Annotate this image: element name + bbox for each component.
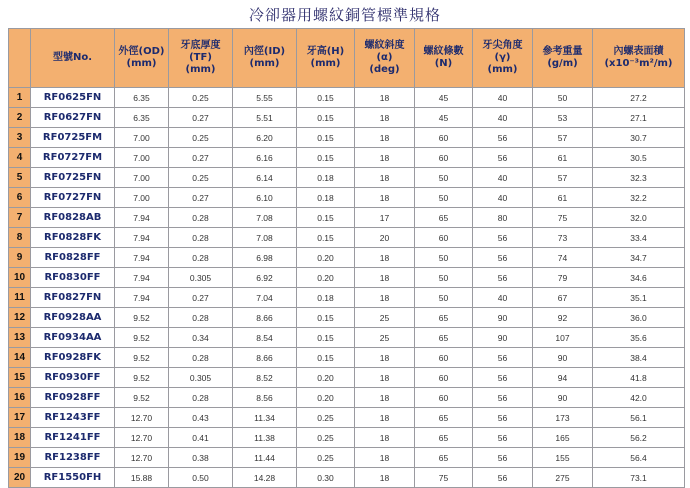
- table-cell: 0.305: [169, 268, 233, 288]
- table-cell: 18: [355, 368, 415, 388]
- table-cell: 14.28: [233, 468, 297, 488]
- table-row: [9, 368, 685, 388]
- table-cell: 9.52: [115, 348, 169, 368]
- table-cell: 6.92: [233, 268, 297, 288]
- column-header: 外徑(OD) (mm): [115, 29, 169, 88]
- table-cell: 0.28: [169, 308, 233, 328]
- table-row: [9, 328, 685, 348]
- row-number: 1: [9, 88, 31, 108]
- table-cell: 74: [533, 248, 593, 268]
- table-cell: 0.15: [297, 328, 355, 348]
- column-header: 型號No.: [31, 29, 115, 88]
- table-cell: 50: [415, 288, 473, 308]
- table-cell: 32.0: [593, 208, 685, 228]
- table-cell: 15.88: [115, 468, 169, 488]
- table-cell: 56: [473, 408, 533, 428]
- row-number: 12: [9, 308, 31, 328]
- table-cell: 12.70: [115, 448, 169, 468]
- table-cell: 32.3: [593, 168, 685, 188]
- table-row: [9, 308, 685, 328]
- model-number: RF0928FF: [31, 388, 115, 408]
- row-number: 15: [9, 368, 31, 388]
- model-number: RF0830FF: [31, 268, 115, 288]
- table-cell: 18: [355, 148, 415, 168]
- row-number: 2: [9, 108, 31, 128]
- table-cell: 18: [355, 88, 415, 108]
- model-number: RF1550FH: [31, 468, 115, 488]
- table-cell: 7.08: [233, 228, 297, 248]
- table-cell: 34.7: [593, 248, 685, 268]
- row-number: 19: [9, 448, 31, 468]
- row-number: 4: [9, 148, 31, 168]
- table-cell: 65: [415, 428, 473, 448]
- table-row: [9, 228, 685, 248]
- model-number: RF0828FF: [31, 248, 115, 268]
- table-cell: 65: [415, 208, 473, 228]
- table-cell: 40: [473, 188, 533, 208]
- table-cell: 35.6: [593, 328, 685, 348]
- table-cell: 9.52: [115, 388, 169, 408]
- table-cell: 79: [533, 268, 593, 288]
- table-cell: 60: [415, 228, 473, 248]
- table-cell: 56.1: [593, 408, 685, 428]
- table-cell: 9.52: [115, 308, 169, 328]
- table-cell: 50: [415, 168, 473, 188]
- table-row: [9, 88, 685, 108]
- table-cell: 60: [415, 128, 473, 148]
- page-title: 冷卻器用螺紋銅管標準規格: [248, 6, 441, 24]
- table-cell: 0.15: [297, 308, 355, 328]
- column-header: 內螺表面積 (x10⁻³m²/m): [593, 29, 685, 88]
- table-cell: 0.25: [169, 128, 233, 148]
- table-cell: 0.27: [169, 108, 233, 128]
- table-cell: 6.20: [233, 128, 297, 148]
- table-cell: 61: [533, 188, 593, 208]
- table-cell: 9.52: [115, 328, 169, 348]
- row-number: 6: [9, 188, 31, 208]
- table-cell: 7.04: [233, 288, 297, 308]
- model-number: RF0627FN: [31, 108, 115, 128]
- table-cell: 0.27: [169, 148, 233, 168]
- table-row: [9, 188, 685, 208]
- table-cell: 18: [355, 428, 415, 448]
- table-cell: 0.25: [169, 168, 233, 188]
- table-cell: 56: [473, 448, 533, 468]
- row-number: 14: [9, 348, 31, 368]
- row-number: 17: [9, 408, 31, 428]
- table-cell: 0.305: [169, 368, 233, 388]
- table-cell: 18: [355, 128, 415, 148]
- table-cell: 0.20: [297, 268, 355, 288]
- table-cell: 40: [473, 88, 533, 108]
- table-cell: 20: [355, 228, 415, 248]
- table-cell: 40: [473, 108, 533, 128]
- table-cell: 0.43: [169, 408, 233, 428]
- table-cell: 45: [415, 108, 473, 128]
- table-cell: 18: [355, 408, 415, 428]
- table-cell: 0.50: [169, 468, 233, 488]
- table-cell: 75: [533, 208, 593, 228]
- table-cell: 18: [355, 468, 415, 488]
- table-row: [9, 128, 685, 148]
- table-cell: 27.2: [593, 88, 685, 108]
- table-cell: 67: [533, 288, 593, 308]
- table-cell: 27.1: [593, 108, 685, 128]
- table-cell: 8.66: [233, 308, 297, 328]
- table-cell: 5.51: [233, 108, 297, 128]
- table-row: [9, 208, 685, 228]
- table-cell: 0.18: [297, 188, 355, 208]
- table-cell: 6.14: [233, 168, 297, 188]
- row-number: 16: [9, 388, 31, 408]
- table-row: [9, 348, 685, 368]
- table-cell: 50: [415, 268, 473, 288]
- table-cell: 94: [533, 368, 593, 388]
- table-cell: 8.66: [233, 348, 297, 368]
- table-cell: 56: [473, 148, 533, 168]
- table-cell: 6.35: [115, 88, 169, 108]
- model-number: RF0928AA: [31, 308, 115, 328]
- table-cell: 18: [355, 388, 415, 408]
- table-cell: 11.38: [233, 428, 297, 448]
- table-cell: 56: [473, 248, 533, 268]
- table-body: [9, 88, 685, 488]
- table-cell: 18: [355, 248, 415, 268]
- table-cell: 12.70: [115, 428, 169, 448]
- table-cell: 33.4: [593, 228, 685, 248]
- table-cell: 0.27: [169, 188, 233, 208]
- table-cell: 0.27: [169, 288, 233, 308]
- table-row: [9, 108, 685, 128]
- table-cell: 8.54: [233, 328, 297, 348]
- table-cell: 18: [355, 188, 415, 208]
- table-cell: 8.52: [233, 368, 297, 388]
- table-cell: 53: [533, 108, 593, 128]
- table-cell: 165: [533, 428, 593, 448]
- table-cell: 6.10: [233, 188, 297, 208]
- table-cell: 18: [355, 348, 415, 368]
- table-row: [9, 408, 685, 428]
- table-cell: 92: [533, 308, 593, 328]
- table-cell: 56: [473, 228, 533, 248]
- table-cell: 0.15: [297, 108, 355, 128]
- table-cell: 73.1: [593, 468, 685, 488]
- table-cell: 38.4: [593, 348, 685, 368]
- table-row: [9, 288, 685, 308]
- table-cell: 50: [415, 188, 473, 208]
- row-number: 18: [9, 428, 31, 448]
- table-cell: 41.8: [593, 368, 685, 388]
- row-number: 3: [9, 128, 31, 148]
- table-cell: 34.6: [593, 268, 685, 288]
- table-row: [9, 168, 685, 188]
- table-cell: 0.34: [169, 328, 233, 348]
- table-cell: 275: [533, 468, 593, 488]
- table-cell: 56.4: [593, 448, 685, 468]
- table-cell: 40: [473, 288, 533, 308]
- row-number: 7: [9, 208, 31, 228]
- model-number: RF1238FF: [31, 448, 115, 468]
- table-cell: 50: [415, 248, 473, 268]
- table-cell: 80: [473, 208, 533, 228]
- table-cell: 75: [415, 468, 473, 488]
- table-row: [9, 148, 685, 168]
- table-cell: 0.15: [297, 128, 355, 148]
- table-cell: 36.0: [593, 308, 685, 328]
- row-number: 10: [9, 268, 31, 288]
- model-number: RF0828FK: [31, 228, 115, 248]
- table-cell: 32.2: [593, 188, 685, 208]
- table-cell: 6.98: [233, 248, 297, 268]
- header-corner: [9, 29, 31, 88]
- row-number: 5: [9, 168, 31, 188]
- column-header: 內徑(ID) (mm): [233, 29, 297, 88]
- table-cell: 60: [415, 148, 473, 168]
- column-header: 牙底厚度 (TF) (mm): [169, 29, 233, 88]
- table-row: [9, 468, 685, 488]
- table-cell: 60: [415, 348, 473, 368]
- table-cell: 11.44: [233, 448, 297, 468]
- table-cell: 0.20: [297, 388, 355, 408]
- table-row: [9, 268, 685, 288]
- table-cell: 25: [355, 328, 415, 348]
- table-row: [9, 428, 685, 448]
- model-number: RF0725FN: [31, 168, 115, 188]
- table-cell: 0.25: [297, 428, 355, 448]
- table-cell: 0.25: [297, 448, 355, 468]
- row-number: 13: [9, 328, 31, 348]
- table-cell: 7.00: [115, 128, 169, 148]
- table-cell: 90: [533, 348, 593, 368]
- table-cell: 60: [415, 368, 473, 388]
- table-cell: 56: [473, 128, 533, 148]
- table-cell: 17: [355, 208, 415, 228]
- table-cell: 56: [473, 428, 533, 448]
- table-cell: 0.28: [169, 228, 233, 248]
- table-cell: 9.52: [115, 368, 169, 388]
- table-cell: 56: [473, 368, 533, 388]
- table-cell: 30.7: [593, 128, 685, 148]
- table-cell: 18: [355, 288, 415, 308]
- table-cell: 0.28: [169, 248, 233, 268]
- model-number: RF0930FF: [31, 368, 115, 388]
- table-cell: 0.15: [297, 228, 355, 248]
- column-header: 螺紋斜度 (α) (deg): [355, 29, 415, 88]
- table-cell: 65: [415, 408, 473, 428]
- table-cell: 0.15: [297, 148, 355, 168]
- table-cell: 0.41: [169, 428, 233, 448]
- table-cell: 7.94: [115, 288, 169, 308]
- table-cell: 25: [355, 308, 415, 328]
- model-number: RF0625FN: [31, 88, 115, 108]
- column-header: 參考重量 (g/m): [533, 29, 593, 88]
- table-cell: 40: [473, 168, 533, 188]
- table-cell: 7.94: [115, 208, 169, 228]
- table-cell: 7.00: [115, 188, 169, 208]
- table-cell: 107: [533, 328, 593, 348]
- table-cell: 5.55: [233, 88, 297, 108]
- column-header: 牙尖角度 (γ) (mm): [473, 29, 533, 88]
- model-number: RF0928FK: [31, 348, 115, 368]
- table-cell: 18: [355, 448, 415, 468]
- table-cell: 0.20: [297, 248, 355, 268]
- table-cell: 18: [355, 168, 415, 188]
- table-cell: 7.94: [115, 228, 169, 248]
- table-row: [9, 388, 685, 408]
- column-header: 牙高(H) (mm): [297, 29, 355, 88]
- table-cell: 0.18: [297, 168, 355, 188]
- table-cell: 173: [533, 408, 593, 428]
- table-cell: 30.5: [593, 148, 685, 168]
- table-cell: 7.00: [115, 168, 169, 188]
- model-number: RF0727FM: [31, 148, 115, 168]
- row-number: 8: [9, 228, 31, 248]
- model-number: RF1243FF: [31, 408, 115, 428]
- row-number: 11: [9, 288, 31, 308]
- table-cell: 90: [533, 388, 593, 408]
- table-cell: 90: [473, 328, 533, 348]
- table-cell: 90: [473, 308, 533, 328]
- table-cell: 50: [533, 88, 593, 108]
- table-cell: 65: [415, 328, 473, 348]
- table-cell: 155: [533, 448, 593, 468]
- model-number: RF0725FM: [31, 128, 115, 148]
- column-header: 螺紋條數 (N): [415, 29, 473, 88]
- table-cell: 0.18: [297, 288, 355, 308]
- table-cell: 6.16: [233, 148, 297, 168]
- model-number: RF0828AB: [31, 208, 115, 228]
- model-number: RF1241FF: [31, 428, 115, 448]
- table-cell: 57: [533, 168, 593, 188]
- row-number: 20: [9, 468, 31, 488]
- table-row: [9, 248, 685, 268]
- table-cell: 45: [415, 88, 473, 108]
- table-cell: 0.20: [297, 368, 355, 388]
- table-cell: 56.2: [593, 428, 685, 448]
- table-cell: 65: [415, 308, 473, 328]
- table-cell: 42.0: [593, 388, 685, 408]
- table-cell: 57: [533, 128, 593, 148]
- table-cell: 7.08: [233, 208, 297, 228]
- table-cell: 0.15: [297, 348, 355, 368]
- table-cell: 18: [355, 108, 415, 128]
- table-cell: 0.15: [297, 88, 355, 108]
- table-cell: 60: [415, 388, 473, 408]
- table-row: [9, 448, 685, 468]
- table-cell: 0.25: [169, 88, 233, 108]
- header-row: [9, 29, 685, 88]
- table-cell: 0.25: [297, 408, 355, 428]
- table-cell: 0.28: [169, 208, 233, 228]
- table-cell: 7.00: [115, 148, 169, 168]
- row-number: 9: [9, 248, 31, 268]
- table-cell: 7.94: [115, 248, 169, 268]
- table-cell: 12.70: [115, 408, 169, 428]
- table-cell: 56: [473, 348, 533, 368]
- table-cell: 18: [355, 268, 415, 288]
- table-cell: 0.28: [169, 348, 233, 368]
- table-cell: 56: [473, 388, 533, 408]
- model-number: RF0934AA: [31, 328, 115, 348]
- table-cell: 8.56: [233, 388, 297, 408]
- table-cell: 6.35: [115, 108, 169, 128]
- table-cell: 65: [415, 448, 473, 468]
- table-cell: 35.1: [593, 288, 685, 308]
- table-cell: 11.34: [233, 408, 297, 428]
- table-cell: 56: [473, 268, 533, 288]
- table-cell: 61: [533, 148, 593, 168]
- table-cell: 0.28: [169, 388, 233, 408]
- table-cell: 0.30: [297, 468, 355, 488]
- table-cell: 0.38: [169, 448, 233, 468]
- table-cell: 0.15: [297, 208, 355, 228]
- spec-table: [8, 28, 685, 488]
- model-number: RF0727FN: [31, 188, 115, 208]
- table-cell: 56: [473, 468, 533, 488]
- table-cell: 7.94: [115, 268, 169, 288]
- table-cell: 73: [533, 228, 593, 248]
- model-number: RF0827FN: [31, 288, 115, 308]
